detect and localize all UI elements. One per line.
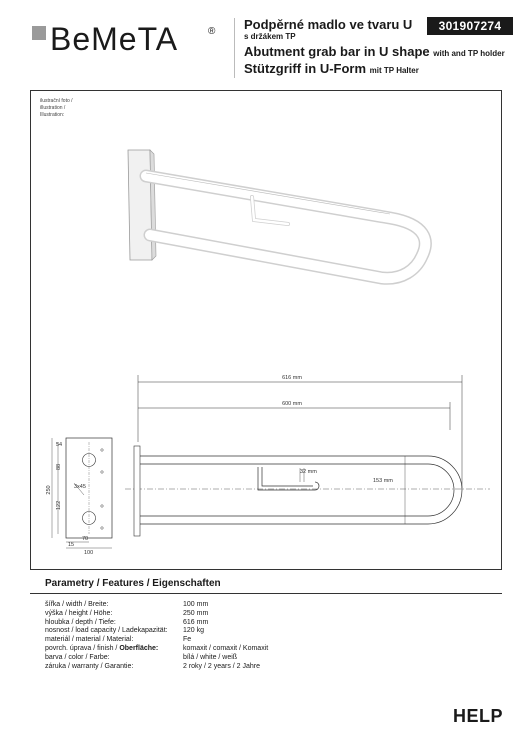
feature-label: šířka / width / Breite:: [45, 601, 109, 608]
dim-plate-offset-side-label: 70: [82, 536, 89, 542]
features-heading: Parametry / Features / Eigenschaften: [45, 578, 221, 589]
feature-label: materiál / material / Material:: [45, 636, 134, 644]
illustration-note-line-2: illustration /: [40, 105, 66, 111]
dim-plate-height-label: 250: [46, 485, 52, 495]
feature-label-plain: povrch. úprava / finish /: [45, 644, 120, 652]
title-en: [244, 44, 514, 61]
feature-row: [45, 619, 383, 628]
title-cz: Podpěrné madlo ve tvaru U: [244, 17, 413, 32]
feature-label-bold: Oberfläche:: [119, 644, 159, 652]
feature-value: 2 roky / 2 years / 2 Jahre: [183, 662, 261, 670]
title-de: [244, 61, 514, 78]
feature-row: [45, 627, 383, 636]
feature-value: 120 kg: [183, 627, 205, 635]
dim-holder-gap-label: 32 mm: [300, 469, 317, 475]
product-line-help: HELP: [452, 706, 503, 726]
product-render-image: [128, 150, 425, 278]
header-divider: [234, 18, 235, 78]
feature-value: 616 mm: [183, 618, 209, 626]
feature-row: [45, 601, 383, 610]
title-en-main: Abutment grab bar in U shape: [244, 44, 430, 59]
feature-row: [45, 645, 383, 654]
dim-plate-side-label: 122: [56, 500, 62, 510]
dim-overall-label: 616 mm: [282, 375, 302, 381]
feature-label: nosnost / load capacity / Ladekapazität:: [45, 627, 168, 635]
product-code-badge: 301907274: [427, 17, 513, 35]
side-view: [125, 446, 490, 536]
dim-plate-width-label: 100: [84, 550, 94, 556]
title-de-main: Stützgriff in U-Form: [244, 61, 367, 76]
dim-plate-hole-label: 88: [56, 463, 62, 470]
feature-label: [45, 645, 183, 654]
illustration-note-line-3: Illustration:: [40, 112, 65, 118]
feature-row: [45, 663, 383, 672]
feature-row: [45, 610, 383, 619]
feature-value: Fe: [183, 636, 192, 644]
features-table: [45, 601, 383, 671]
feature-value: 250 mm: [183, 609, 209, 617]
brand-logo: [32, 20, 222, 56]
feature-label: záruka / warranty / Garantie:: [45, 662, 134, 670]
feature-value: bílá / white / weiß: [183, 653, 238, 661]
dim-angle-label: 3x45: [74, 484, 86, 490]
dim-length-label: 600 mm: [282, 401, 302, 407]
feature-value: komaxit / comaxit / Komaxit: [183, 644, 269, 652]
feature-label: barva / color / Farbe:: [45, 653, 110, 661]
dim-plate-offset-small-label: 15: [68, 542, 75, 548]
bemeta-logo-mark: [32, 20, 222, 56]
title-en-sub: with and TP holder: [433, 49, 505, 58]
illustration-note-line-1: ilustrační foto /: [40, 98, 73, 104]
features-divider: [30, 593, 502, 594]
wall-plate-front-view: [52, 438, 112, 548]
title-cz-sub: s držákem TP: [244, 32, 296, 41]
feature-row: [45, 654, 383, 663]
feature-label: výška / height / Höhe:: [45, 609, 113, 617]
technical-drawing: [30, 90, 502, 570]
dim-plate-offset-top-label: 54: [56, 442, 63, 448]
brand-name: BeMeTA: [50, 21, 179, 56]
title-de-sub: mit TP Halter: [369, 66, 419, 75]
feature-label: hloubka / depth / Tiefe:: [45, 618, 116, 626]
feature-value: 100 mm: [183, 601, 209, 608]
feature-row: [45, 636, 383, 645]
registered-mark: ®: [208, 26, 216, 37]
dim-height-label: 153 mm: [373, 478, 393, 484]
